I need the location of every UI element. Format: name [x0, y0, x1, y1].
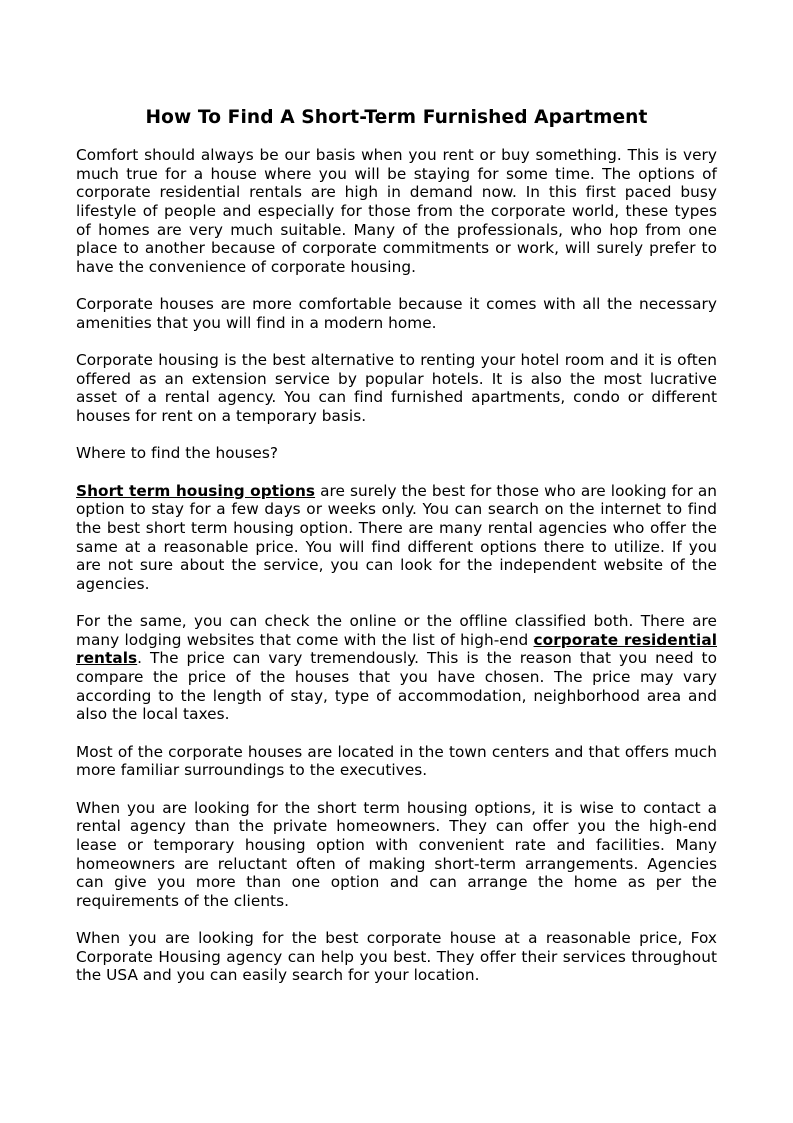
paragraph-classified-text-before: For the same, you can check the online or the offline classified both. There are many lodging websites that come with the list of high-end	[76, 612, 717, 649]
page-title: How To Find A Short-Term Furnished Apartment	[145, 107, 648, 128]
paragraph-classified-text-after: . The price can vary tremendously. This is the reason that you need to compare the price of the houses that you have chosen. The price may vary according to the length of stay, type of accommodation, neighborhood area and also the local taxes.	[76, 649, 717, 724]
corporate-residential-rentals-link[interactable]: corporate residential rentals	[76, 630, 717, 668]
paragraph-agency: When you are looking for the short term housing options, it is wise to contact a rental agency than the private homeowners. They can offer you the high-end lease or temporary housing option with convenient rate and facilities. Many homeowners are reluctant often of making short-term arrangements. Agencies can give you more than one option and can arrange the home as per the requirements of the clients.	[76, 798, 717, 910]
paragraph-location: Most of the corporate houses are located in the town centers and that offers much more familiar surroundings to the executives.	[76, 742, 717, 780]
paragraph-alternative: Corporate housing is the best alternative to renting your hotel room and it is often offered as an extension service by popular hotels. It is also the most lucrative asset of a rental agency. You can find furnished apartments, condo or different houses for rent on a temporary basis.	[76, 351, 717, 426]
paragraph-comfort: Corporate houses are more comfortable because it comes with all the necessary amenities that you will find in a modern home.	[76, 295, 717, 332]
paragraph-short-term	[76, 482, 717, 594]
paragraph-intro: Comfort should always be our basis when you rent or buy something. This is very much true for a house where you will be staying for some time. The options of corporate residential rentals are high in demand now. In this first paced busy lifestyle of people and especially for those from the corporate world, these types of homes are very much suitable. Many of the professionals, who hop from one place to another because of corporate commitments or work, will surely prefer to have the convenience of corporate housing.	[76, 146, 717, 276]
paragraph-classified	[76, 612, 717, 724]
paragraph-question: Where to find the houses?	[76, 444, 279, 463]
short-term-housing-link[interactable]: Short term housing options	[76, 481, 316, 500]
paragraph-conclusion: When you are looking for the best corporate house at a reasonable price, Fox Corporate Housing agency can help you best. They offer their services throughout the USA and you can easily search for your location.	[76, 929, 717, 985]
paragraph-short-term-text: are surely the best for those who are looking for an option to stay for a few days or weeks only. You can search on the internet to find the best short term housing option. There are many rental agencies who offer the same at a reasonable price. You will find different options there to utilize. If you are not sure about the service, you can look for the independent website of the agencies.	[76, 481, 717, 593]
document-page	[76, 106, 717, 1004]
